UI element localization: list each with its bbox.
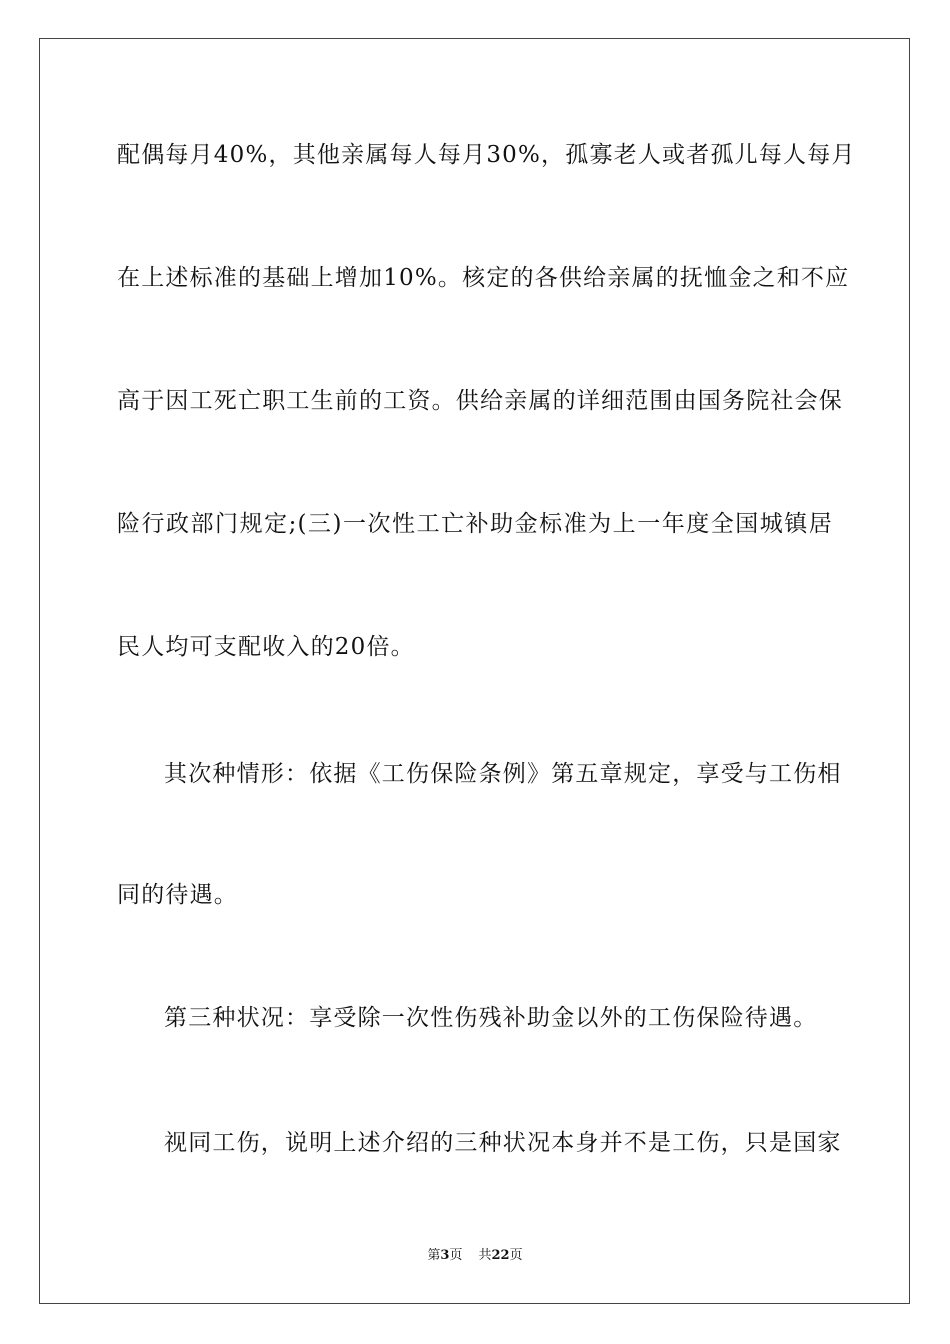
footer-page-prefix: 第 [427,1248,441,1263]
body-text-line: 高于因工死亡职工生前的工资。供给亲属的详细范围由国务院社会保 [117,388,843,414]
body-text-line: 同的待遇。 [117,882,238,908]
footer-page-suffix: 页 [449,1248,463,1263]
paragraph-first-line: 第三种状况：享受除一次性伤残补助金以外的工伤保险待遇。 [164,1005,818,1031]
footer-total-suffix: 页 [509,1248,523,1263]
body-text-line: 在上述标准的基础上增加10%。核定的各供给亲属的抚恤金之和不应 [117,265,850,291]
body-text-line: 险行政部门规定;(三)一次性工亡补助金标准为上一年度全国城镇居 [117,511,833,537]
page-footer [0,1247,950,1265]
body-text-line: 配偶每月40%，其他亲属每人每月30%，孤寡老人或者孤儿每人每月 [117,142,856,168]
footer-total-prefix: 共 [478,1248,492,1263]
footer-total-pages: 22 [491,1248,510,1263]
footer-page-number: 3 [440,1248,450,1263]
body-text-line: 民人均可支配收入的20倍。 [117,634,415,660]
paragraph-first-line: 其次种情形：依据《工伤保险条例》第五章规定，享受与工伤相 [164,761,842,787]
page-border [39,38,910,1304]
paragraph-first-line: 视同工伤，说明上述介绍的三种状况本身并不是工伤，只是国家 [164,1130,842,1156]
